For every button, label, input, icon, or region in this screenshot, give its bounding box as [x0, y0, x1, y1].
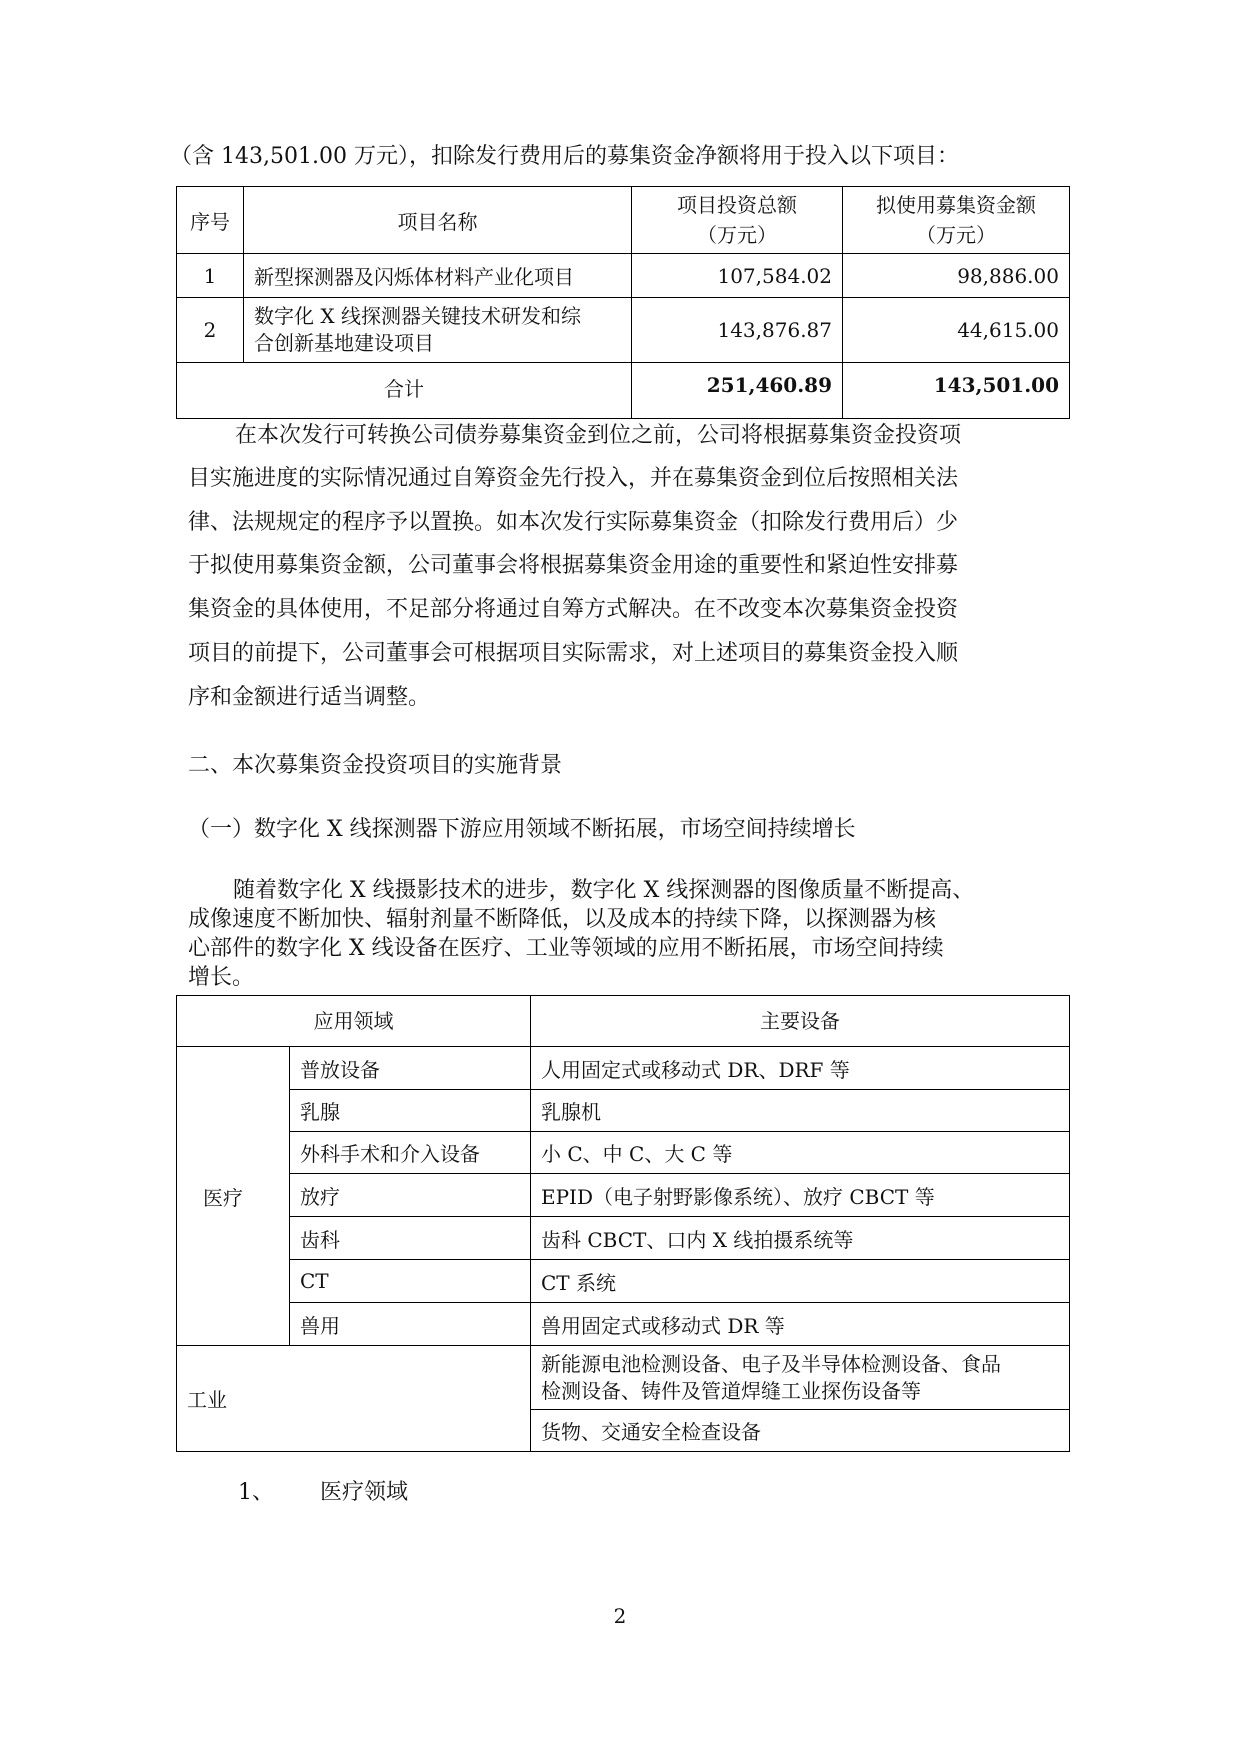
paragraph1-line: 目实施进度的实际情况通过自筹资金先行投入，并在募集资金到位后按照相关法 — [188, 466, 959, 491]
paragraph1-line: 集资金的具体使用，不足部分将通过自筹方式解决。在不改变本次募集资金投资 — [188, 597, 959, 622]
medical-equip: CT 系统 — [531, 1260, 1070, 1303]
projects-table — [176, 186, 1070, 419]
medical-equip: 兽用固定式或移动式 DR 等 — [531, 1303, 1070, 1346]
header-total-line2: （万元） — [697, 223, 777, 247]
paragraph1-line: 于拟使用募集资金额，公司董事会将根据募集资金用途的重要性和紧迫性安排募 — [188, 553, 959, 578]
medical-equip: 小 C、中 C、大 C 等 — [531, 1132, 1070, 1174]
industry-equip-line2: 检测设备、铸件及管道焊缝工业探伤设备等 — [541, 1378, 921, 1403]
medical-equip: 齿科 CBCT、口内 X 线拍摄系统等 — [531, 1217, 1070, 1260]
table-row — [177, 1217, 1070, 1260]
row2-no: 2 — [177, 298, 244, 363]
header-field: 应用领域 — [177, 996, 531, 1047]
row2-name-line1: 数字化 X 线探测器关键技术研发和综 — [254, 304, 581, 328]
table-row — [177, 1047, 1070, 1090]
row2-total: 143,876.87 — [632, 298, 843, 363]
list-item-text: 医疗领域 — [320, 1480, 409, 1505]
medical-sub: 齿科 — [290, 1217, 531, 1260]
table-row — [177, 1346, 1070, 1410]
table-row — [177, 254, 1070, 298]
table-row — [177, 1303, 1070, 1346]
medical-equip: 乳腺机 — [531, 1090, 1070, 1132]
table-row — [177, 298, 1070, 363]
row1-no: 1 — [177, 254, 244, 298]
application-table — [176, 995, 1070, 1452]
paragraph2-line: 随着数字化 X 线摄影技术的进步，数字化 X 线探测器的图像质量不断提高、 — [233, 878, 975, 903]
table-row — [177, 1174, 1070, 1217]
table-row — [177, 1090, 1070, 1132]
paragraph2-line: 心部件的数字化 X 线设备在医疗、工业等领域的应用不断拓展，市场空间持续 — [188, 936, 944, 961]
medical-label: 医疗 — [177, 1047, 290, 1346]
list-item-number: 1、 — [238, 1480, 274, 1505]
industry-equip: 货物、交通安全检查设备 — [531, 1410, 1070, 1452]
medical-sub: 放疗 — [290, 1174, 531, 1217]
header-no: 序号 — [177, 187, 244, 254]
row1-name: 新型探测器及闪烁体材料产业化项目 — [244, 254, 632, 298]
table-sum-row — [177, 363, 1070, 419]
header-raise — [843, 187, 1070, 254]
medical-sub: CT — [290, 1260, 531, 1303]
industry-equip — [531, 1346, 1070, 1410]
row2-name-line2: 合创新基地建设项目 — [254, 331, 434, 355]
table-row — [177, 1260, 1070, 1303]
header-total-line1: 项目投资总额 — [677, 193, 797, 217]
medical-sub: 外科手术和介入设备 — [290, 1132, 531, 1174]
paragraph2-line: 增长。 — [188, 965, 255, 990]
sum-label: 合计 — [177, 363, 632, 419]
industry-equip-line1: 新能源电池检测设备、电子及半导体检测设备、食品 — [541, 1351, 1001, 1376]
header-equipment: 主要设备 — [531, 996, 1070, 1047]
sum-total: 251,460.89 — [632, 363, 843, 419]
medical-sub: 普放设备 — [290, 1047, 531, 1090]
row1-raise: 98,886.00 — [843, 254, 1070, 298]
row2-raise: 44,615.00 — [843, 298, 1070, 363]
medical-equip: 人用固定式或移动式 DR、DRF 等 — [531, 1047, 1070, 1090]
medical-sub: 兽用 — [290, 1303, 531, 1346]
page-number: 2 — [613, 1604, 627, 1628]
paragraph1-line: 序和金额进行适当调整。 — [188, 685, 431, 710]
industry-label: 工业 — [177, 1346, 531, 1452]
table-row — [177, 1132, 1070, 1174]
row1-total: 107,584.02 — [632, 254, 843, 298]
paragraph2-line: 成像速度不断加快、辐射剂量不断降低，以及成本的持续下降，以探测器为核 — [188, 907, 937, 932]
intro-line: （含 143,501.00 万元），扣除发行费用后的募集资金净额将用于投入以下项目： — [170, 144, 959, 169]
header-raise-line2: （万元） — [916, 223, 996, 247]
row2-name — [244, 298, 632, 363]
paragraph1-line: 在本次发行可转换公司债券募集资金到位之前，公司将根据募集资金投资项 — [235, 423, 962, 448]
subsection-heading: （一）数字化 X 线探测器下游应用领域不断拓展，市场空间持续增长 — [188, 817, 856, 842]
sum-raise: 143,501.00 — [843, 363, 1070, 419]
header-total — [632, 187, 843, 254]
medical-sub: 乳腺 — [290, 1090, 531, 1132]
section-heading: 二、本次募集资金投资项目的实施背景 — [188, 753, 563, 778]
paragraph1-line: 律、法规规定的程序予以置换。如本次发行实际募集资金（扣除发行费用后）少 — [188, 510, 959, 535]
paragraph1-line: 项目的前提下，公司董事会可根据项目实际需求，对上述项目的募集资金投入顺 — [188, 641, 959, 666]
header-raise-line1: 拟使用募集资金额 — [876, 193, 1036, 217]
medical-equip: EPID（电子射野影像系统）、放疗 CBCT 等 — [531, 1174, 1070, 1217]
header-name: 项目名称 — [244, 187, 632, 254]
